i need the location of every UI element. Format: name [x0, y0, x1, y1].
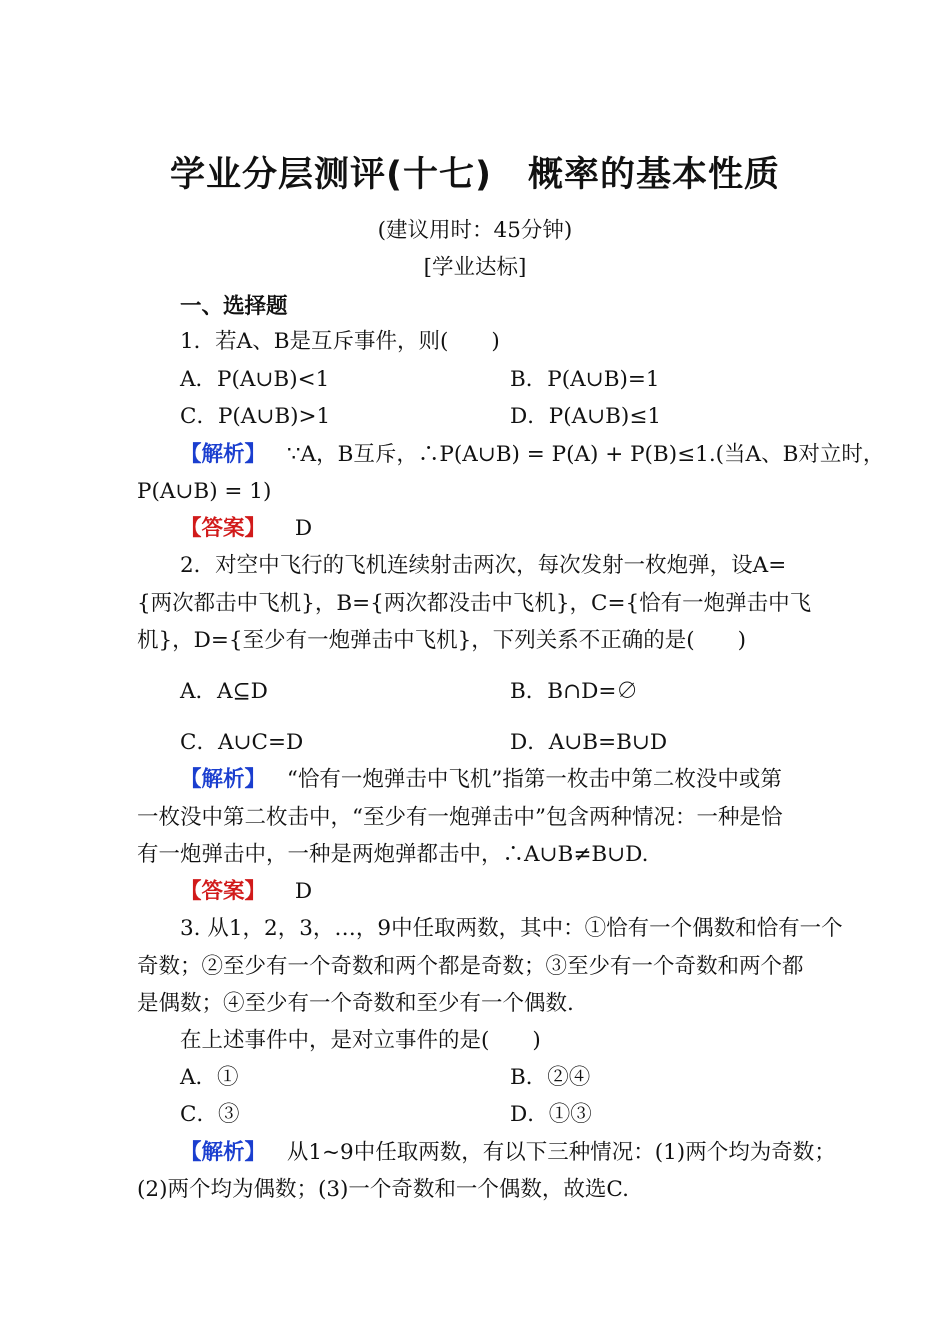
q1-analysis-label: 【解析】	[180, 442, 267, 467]
q1-analysis-continued: P(A∪B) = 1)	[137, 479, 272, 504]
q3-analysis-2: (2)两个均为偶数；(3)一个奇数和一个偶数，故选C.	[137, 1177, 629, 1202]
q2-analysis-label: 【解析】	[180, 767, 267, 792]
q2-analysis-text: “恰有一炮弹击中飞机”指第一枚击中第二枚没中或第	[286, 767, 782, 792]
q1-answer-value: D	[294, 516, 313, 541]
q3-stem-1: 3. 从1，2，3，…，9中任取两数，其中：①恰有一个偶数和恰有一个	[180, 916, 843, 941]
q1-answer	[180, 514, 780, 544]
q2-option-a: A．A⊆D	[180, 679, 268, 704]
q3-analysis-label: 【解析】	[180, 1140, 267, 1165]
q1-answer-label: 【答案】	[180, 516, 267, 541]
q3-analysis	[180, 1138, 836, 1168]
section-heading: 一、选择题	[180, 294, 288, 319]
q3-stem-4: 在上述事件中，是对立事件的是( )	[180, 1028, 541, 1053]
q3-option-a: A．①	[180, 1065, 239, 1090]
q2-option-d: D．A∪B=B∪D	[510, 730, 668, 755]
q3-option-b: B．②④	[510, 1065, 591, 1090]
q1-analysis-text: ∵A，B互斥，∴P(A∪B) = P(A) + P(B)≤1.(当A、B对立时，	[286, 442, 885, 467]
q2-stem-1: 2．对空中飞行的飞机连续射击两次，每次发射一枚炮弹，设A=	[180, 553, 787, 578]
q3-stem-2: 奇数；②至少有一个奇数和两个都是奇数；③至少有一个奇数和两个都	[137, 954, 804, 979]
page-title: 学业分层测评(十七) 概率的基本性质	[170, 155, 780, 195]
q3-stem-3: 是偶数；④至少有一个奇数和至少有一个偶数.	[137, 991, 574, 1016]
q1-option-d: D．P(A∪B)≤1	[510, 404, 662, 429]
q1-stem: 1．若A、B是互斥事件，则( )	[180, 329, 500, 354]
section-tag: [学业达标]	[423, 255, 527, 280]
q1-analysis	[180, 440, 885, 470]
q1-option-c: C．P(A∪B)>1	[180, 404, 331, 429]
time-note: (建议用时：45分钟)	[377, 218, 573, 243]
q2-answer-label: 【答案】	[180, 879, 267, 904]
q3-option-d: D．①③	[510, 1102, 592, 1127]
q2-option-c: C．A∪C=D	[180, 730, 304, 755]
q2-analysis-3: 有一炮弹击中，一种是两炮弹都击中，∴A∪B≠B∪D.	[137, 842, 649, 867]
q2-answer-value: D	[294, 879, 313, 904]
q2-stem-2: {两次都击中飞机}，B={两次都没击中飞机}，C={恰有一炮弹击中飞	[137, 591, 812, 616]
q2-answer	[180, 877, 780, 907]
q2-analysis	[180, 765, 830, 795]
q3-analysis-text: 从1~9中任取两数，有以下三种情况：(1)两个均为奇数；	[286, 1140, 836, 1165]
q1-option-b: B．P(A∪B)=1	[510, 367, 660, 392]
q1-option-a: A．P(A∪B)<1	[180, 367, 330, 392]
q2-option-b: B．B∩D=∅	[510, 679, 638, 704]
q3-option-c: C．③	[180, 1102, 240, 1127]
q2-analysis-2: 一枚没中第二枚击中，“至少有一炮弹击中”包含两种情况：一种是恰	[137, 805, 783, 830]
q2-stem-3: 机}，D={至少有一炮弹击中飞机}，下列关系不正确的是( )	[137, 628, 747, 653]
